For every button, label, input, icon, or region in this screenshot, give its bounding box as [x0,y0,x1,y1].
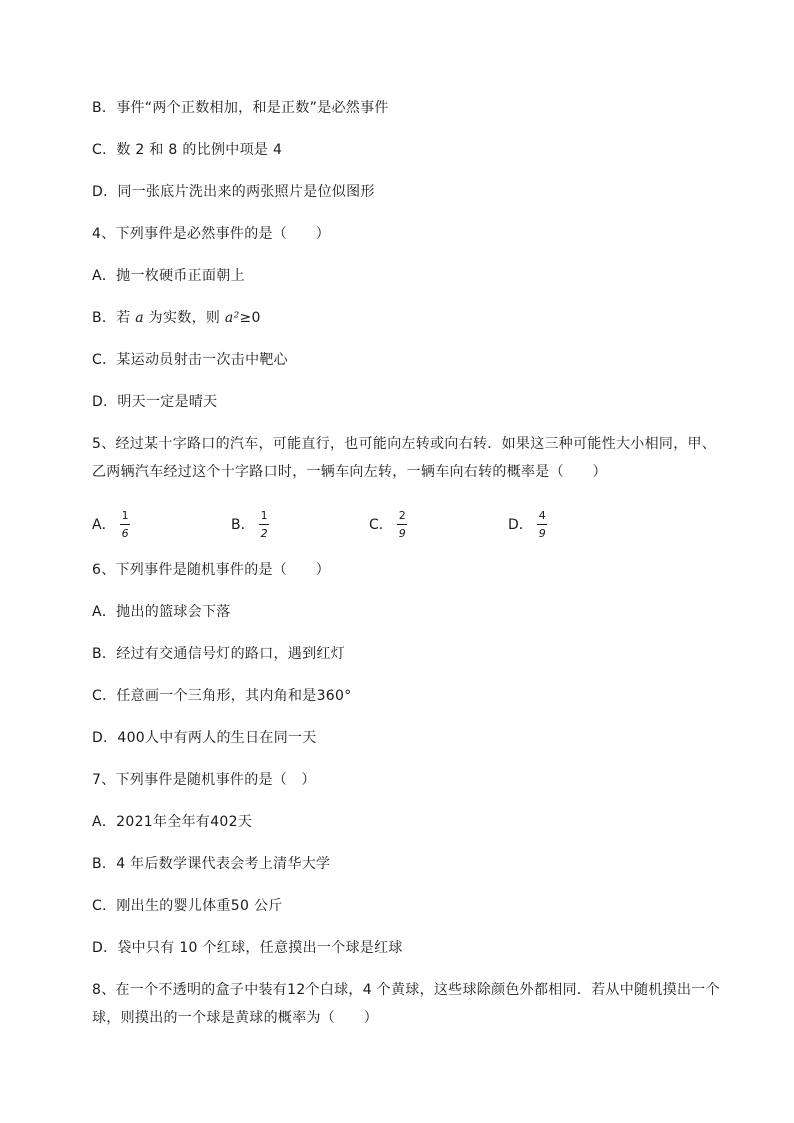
q5-option-a-numerator: 1 [121,508,129,522]
q4-option-a: A．抛一枚硬币正面朝上 [92,268,245,284]
q5-option-a-denominator: 6 [121,526,129,540]
q5-option-a-fraction [120,509,131,540]
q5-option-b-denominator: 2 [260,526,268,540]
question-8-line-1: 8、在一个不透明的盒子中装有12个白球，4 个黄球，这些球除颜色外都相同．若从中随机摸出一个 [92,982,720,998]
q5-option-d-denominator: 9 [538,526,546,540]
q5-option-d [508,504,548,544]
q5-options [92,504,712,544]
fraction-bar [397,524,407,525]
question-5-line-1: 5、经过某十字路口的汽车，可能直行，也可能向左转或向右转．如果这三种可能性大小相同，甲、 [92,436,717,452]
q4b-middle: 为实数，则 [143,310,225,326]
q5-option-a [92,504,131,544]
fraction-bar [259,524,269,525]
q5-option-b-label: B． [231,517,255,533]
q5-option-c [369,504,408,544]
q6-option-b: B．经过有交通信号灯的路口，遇到红灯 [92,646,346,662]
q4b-suffix: ≥0 [239,310,261,326]
q4b-square: a² [224,310,240,326]
question-4: 4、下列事件是必然事件的是（ ） [92,226,331,242]
q5-option-d-label: D． [508,517,533,533]
q7-option-a: A．2021年全年有402天 [92,814,253,830]
q6-option-c: C．任意画一个三角形，其内角和是360° [92,688,352,704]
question-6: 6、下列事件是随机事件的是（ ） [92,562,331,578]
q4b-variable: a [135,310,144,326]
q5-option-d-numerator: 4 [538,508,546,522]
q5-option-a-label: A． [92,517,116,533]
question-7: 7、下列事件是随机事件的是（ ） [92,772,316,788]
q3-option-c: C．数 2 和 8 的比例中项是 4 [92,142,283,158]
q6-option-a: A．抛出的篮球会下落 [92,604,231,620]
q7-option-c: C．刚出生的婴儿体重50 公斤 [92,898,283,914]
q3-option-b: B．事件“两个正数相加，和是正数”是必然事件 [92,100,389,116]
question-5-line-2: 乙两辆汽车经过这个十字路口时，一辆车向左转，一辆车向右转的概率是（ ） [92,464,607,480]
fraction-bar [537,524,547,525]
q3-option-d: D．同一张底片洗出来的两张照片是位似图形 [92,184,375,200]
q4-option-b [92,308,261,328]
q7-option-d: D．袋中只有 10 个红球，任意摸出一个球是红球 [92,940,403,956]
q5-option-b-fraction [259,509,270,540]
q4b-prefix: B．若 [92,310,136,326]
q5-option-c-numerator: 2 [398,508,406,522]
q5-option-d-fraction [537,509,548,540]
q5-option-c-label: C． [369,517,393,533]
q6-option-d: D．400人中有两人的生日在同一天 [92,730,317,746]
q4-option-c: C．某运动员射击一次击中靶心 [92,352,288,368]
q7-option-b: B．4 年后数学课代表会考上清华大学 [92,856,331,872]
q5-option-c-denominator: 9 [398,526,406,540]
q5-option-b-numerator: 1 [260,508,268,522]
fraction-bar [120,524,130,525]
q5-option-b [231,504,270,544]
q4-option-d: D．明天一定是晴天 [92,394,218,410]
question-8-line-2: 球，则摸出的一个球是黄球的概率为（ ） [92,1010,378,1026]
q5-option-c-fraction [397,509,408,540]
